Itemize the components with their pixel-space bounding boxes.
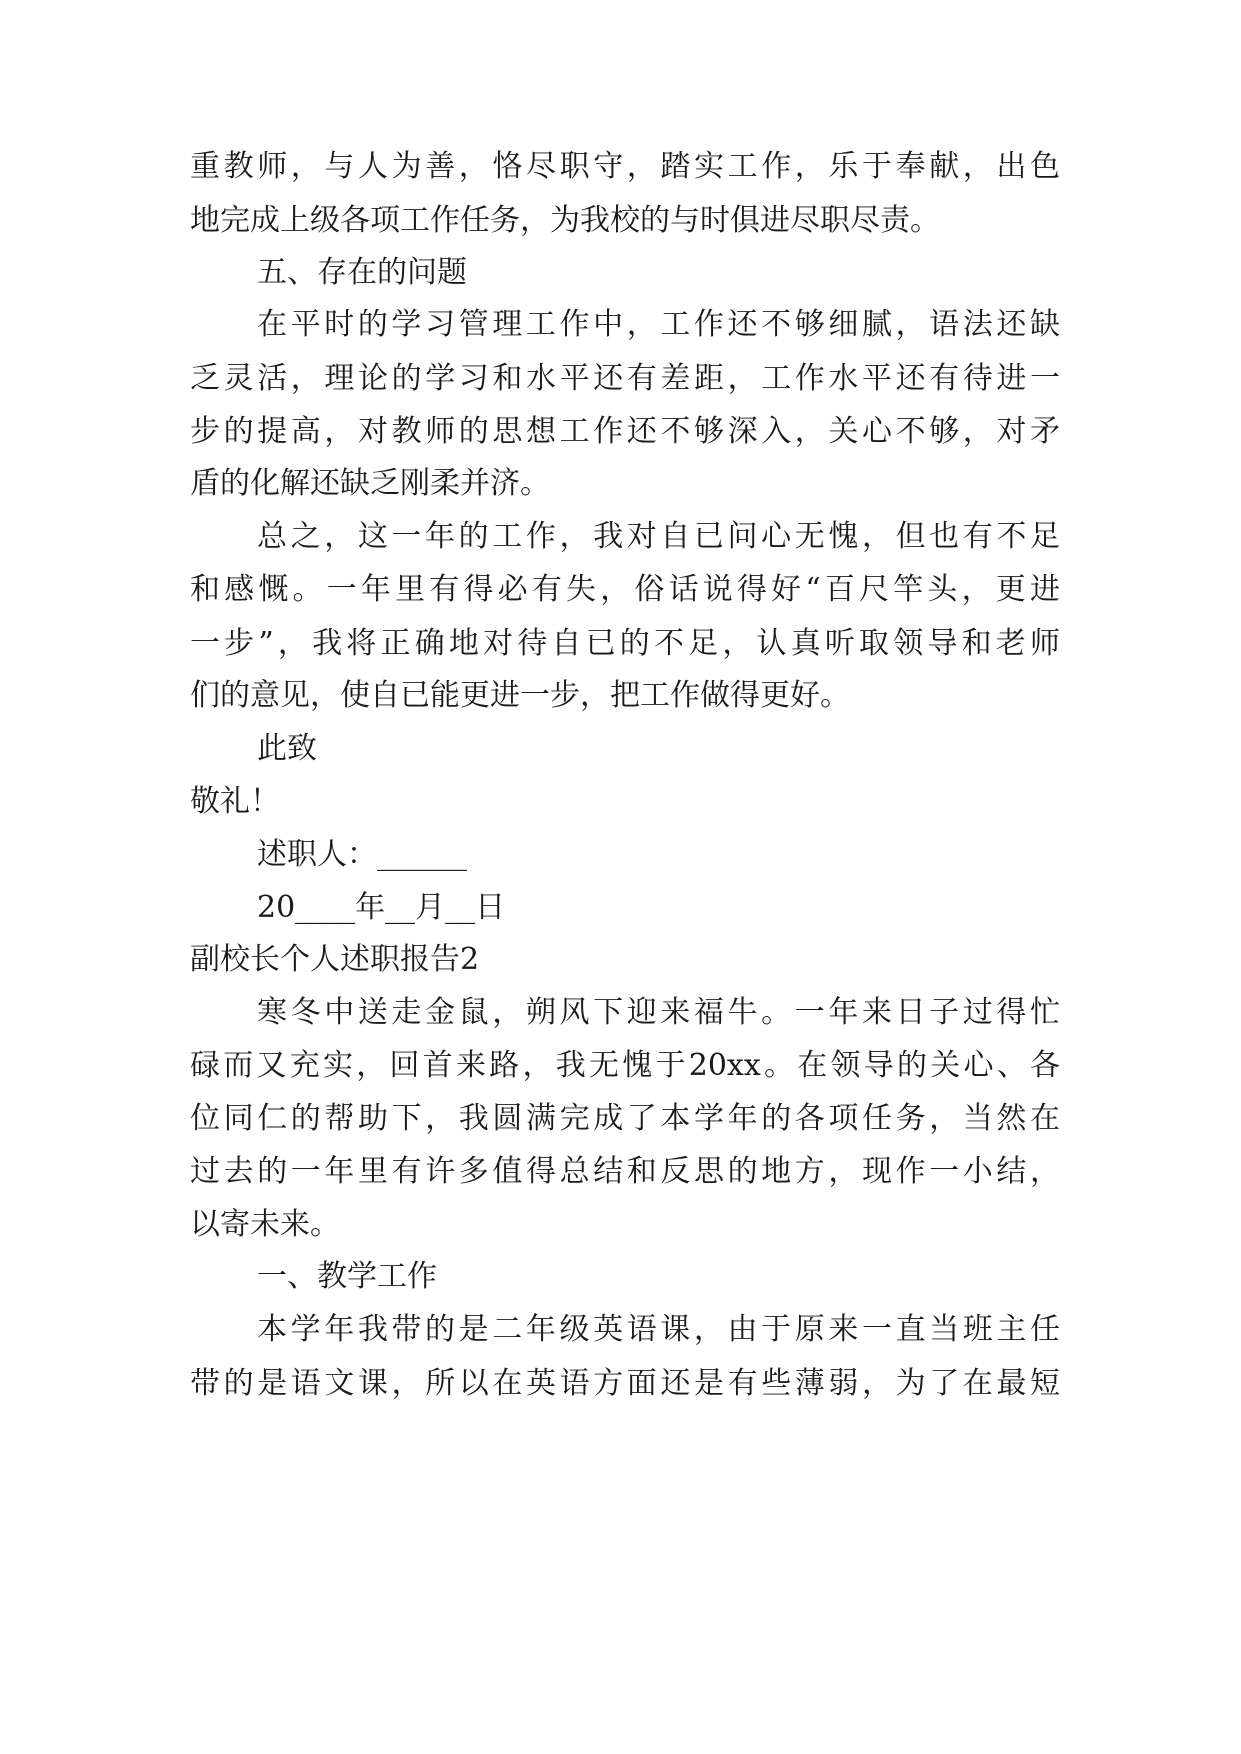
paragraph-line: 和感慨。一年里有得必有失，俗话说得好“百尺竿头，更进 [190, 572, 1060, 607]
section-heading: 五、存在的问题 [257, 255, 467, 290]
section-heading: 一、教学工作 [257, 1259, 437, 1294]
paragraph-line: 寒冬中送走金鼠，朔风下迎来福牛。一年来日子过得忙 [257, 995, 1060, 1030]
paragraph-line: 步的提高，对教师的思想工作还不够深入，关心不够，对矛 [190, 414, 1060, 449]
paragraph-line: 带的是语文课，所以在英语方面还是有些薄弱，为了在最短 [190, 1366, 1060, 1401]
paragraph-line: 乏灵活，理论的学习和水平还有差距，工作水平还有待进一 [190, 361, 1060, 396]
closing-salutation: 此致 [257, 731, 317, 766]
date-line: 20____年__月__日 [257, 890, 506, 925]
paragraph-line: 碌而又充实，回首来路，我无愧于20xx。在领导的关心、各 [190, 1048, 1060, 1083]
paragraph-line: 位同仁的帮助下，我圆满完成了本学年的各项任务，当然在 [190, 1101, 1060, 1136]
paragraph-line: 在平时的学习管理工作中，工作还不够细腻，语法还缺 [257, 307, 1060, 342]
closing-regards: 敬礼！ [190, 784, 280, 819]
signature-line: 述职人：______ [257, 837, 467, 872]
paragraph-line: 过去的一年里有许多值得总结和反思的地方，现作一小结， [190, 1154, 1060, 1189]
report-title: 副校长个人述职报告2 [190, 942, 480, 977]
paragraph-line: 总之，这一年的工作，我对自已问心无愧，但也有不足 [257, 519, 1060, 554]
paragraph-line: 一步”，我将正确地对待自已的不足，认真听取领导和老师 [190, 626, 1060, 661]
paragraph-line: 地完成上级各项工作任务，为我校的与时俱进尽职尽责。 [190, 203, 940, 238]
paragraph-line: 盾的化解还缺乏刚柔并济。 [190, 466, 550, 501]
paragraph-line: 重教师，与人为善，恪尽职守，踏实工作，乐于奉献，出色 [190, 149, 1060, 184]
paragraph-line: 们的意见，使自已能更进一步，把工作做得更好。 [190, 678, 850, 713]
paragraph-line: 以寄未来。 [190, 1207, 340, 1242]
paragraph-line: 本学年我带的是二年级英语课，由于原来一直当班主任 [257, 1312, 1060, 1347]
